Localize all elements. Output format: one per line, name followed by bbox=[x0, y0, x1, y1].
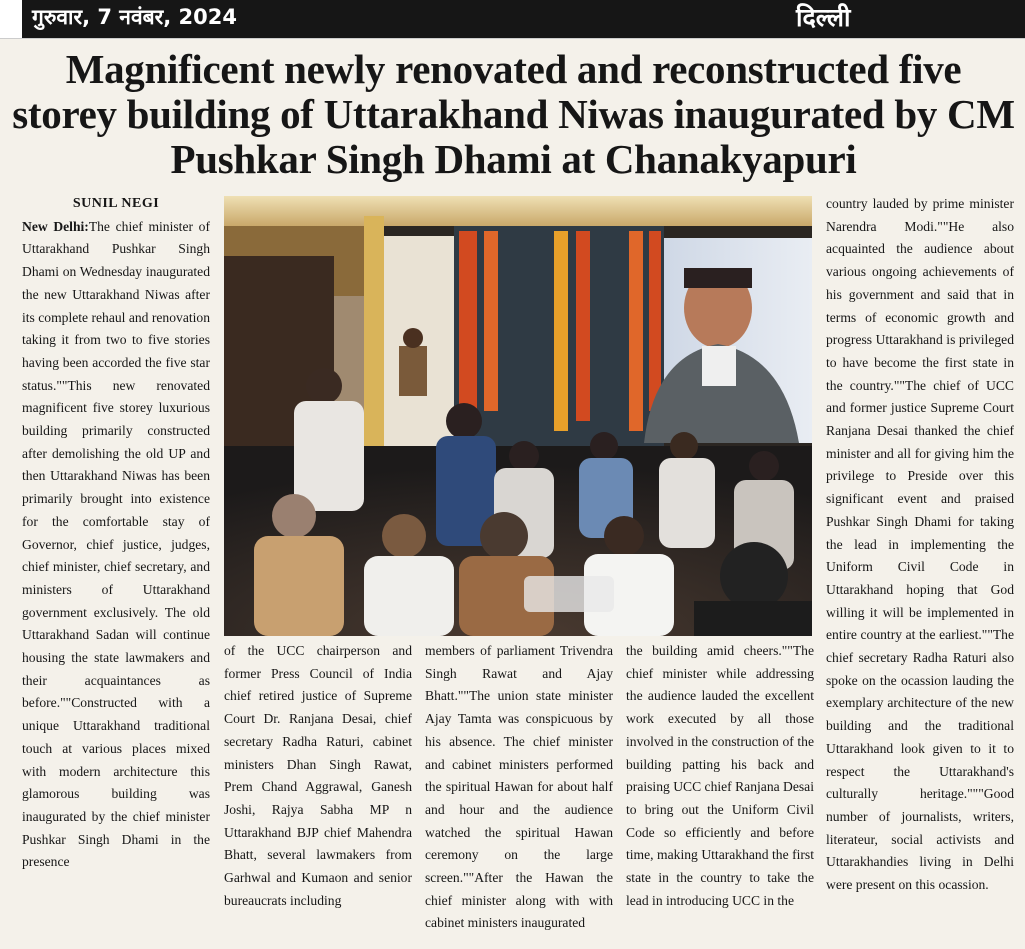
article-column-4 bbox=[626, 640, 814, 943]
article-column-5 bbox=[826, 193, 1014, 943]
column-4-text: the building amid cheers.""The chief minister while addressing the audience lauded the excellent work executed by all those involved in the construction of the building patting his back and praising UCC chief Ranjana Desai to bring out the Uniform Civil Code so efficiently and before time, making Uttarakhand the first state in the country to take the lead in introducing UCC in the bbox=[626, 643, 814, 908]
byline: SUNIL NEGI bbox=[72, 196, 160, 211]
edition-city: दिल्ली bbox=[796, 3, 851, 32]
article-column-3 bbox=[425, 640, 613, 943]
dateline: New Delhi: bbox=[22, 218, 89, 234]
column-1-text: The chief minister of Uttarakhand Pushkar Singh Dhami on Wednesday inaugurated the new Uttarakhand Niwas after its complete rehaul and renovation taking it from two to five stories having been accorded the five star status.""This new renovated magnificent five storey luxurious building primarily constructed after demolishing the old UP and then Uttarakhand Niwas has been primarily brought into existence for the comfortable stay of Governor, chief justice, judges, chief minister, chief secretary, and ministers of Uttarakhand government exclusively. The old Uttarakhand Sadan will continue housing the state lawmakers and their acquaintances as before.""Constructed with a unique Uttarakhand traditional touch at various places mixed with modern architecture this glamorous building was inaugurated by the chief minister Pushkar Singh Dhami in the presence bbox=[22, 218, 210, 870]
article-column-1 bbox=[22, 193, 210, 943]
masthead bbox=[0, 0, 1025, 39]
article-column-2 bbox=[224, 640, 412, 943]
article-headline: Magnificent newly renovated and reconstructed five storey building of Uttarakhand Niwas inaugurated by CM Pushkar Singh Dhami at Chanakyapuri bbox=[12, 46, 1015, 182]
column-2-text: of the UCC chairperson and former Press Council of India chief retired justice of Supreme Court Dr. Ranjana Desai, chief secretary Radha Raturi, cabinet ministers Dhan Singh Rawat, Prem Chand Aggrawal, Ganesh Joshi, Rajya Sabha MP n Uttarakhand BJP chief Mahendra Bhatt, several lawmakers from Garhwal and Kumaon and senior bureaucrats including bbox=[224, 643, 412, 908]
event-photo bbox=[224, 196, 812, 636]
issue-date: गुरुवार, 7 नवंबर, 2024 bbox=[32, 5, 237, 29]
column-3-text: members of parliament Trivendra Singh Rawat and Ajay Bhatt.""The union state minister Ajay Tamta was conspicuous by his absence. The chief minister and cabinet ministers performed the spiritual Hawan for about half and hour and the audience watched the spiritual Hawan ceremony on the large screen.""After the Hawan the chief minister along with with cabinet ministers inaugurated bbox=[425, 643, 613, 931]
column-5-text: country lauded by prime minister Narendra Modi.""He also acquainted the audience about various ongoing achievements of his government and said that in terms of economic growth and progress Uttarakhand is privileged to have become the first state in the country.""The chief of UCC and former justice Supreme Court Ranjana Desai thanked the chief minister and all for giving him the privilege to Preside over this significant event and praised Pushkar Singh Dhami for taking the lead in implementing the Uniform Civil Code in Uttarakhand hoping that God willing it will be implemented in entire country at the earliest.""The chief secretary Radha Raturi also spoke on the ocassion lauding the exemplary architecture of the new building and the traditional Uttarakhand look given to it to respect the Uttarakhand's culturally heritage."""Good number of journalists, writers, literateur, social activists and Uttarakhandies living in Delhi were present on this ocassion. bbox=[826, 196, 1014, 893]
